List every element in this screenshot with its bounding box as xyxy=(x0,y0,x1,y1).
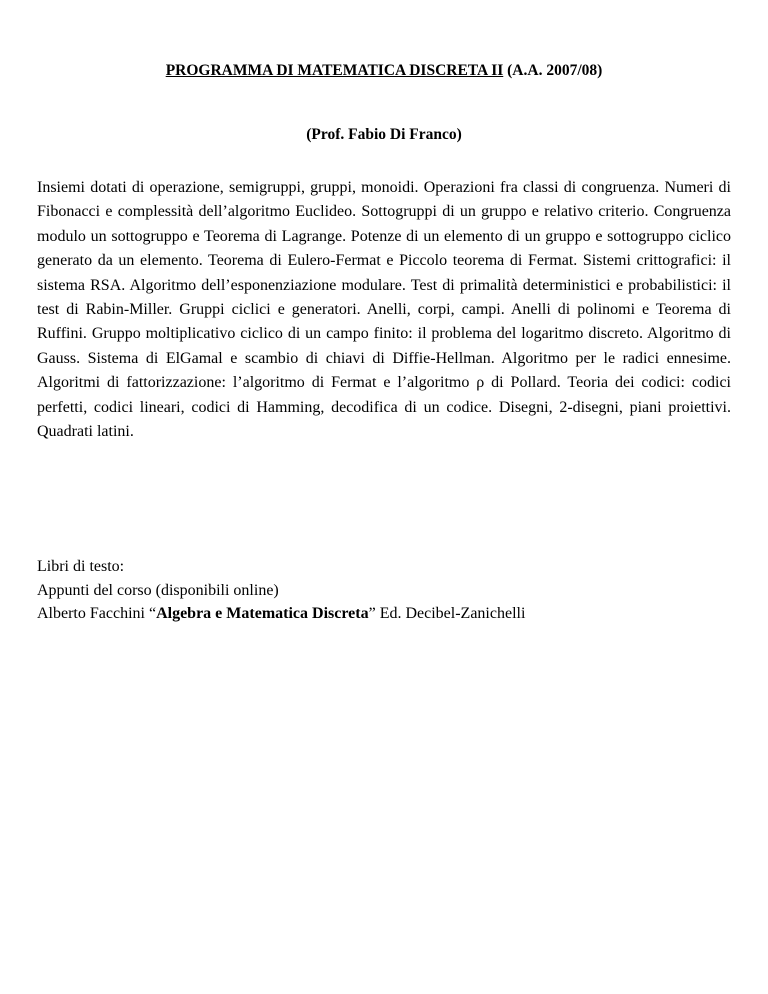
textbook-item: Appunti del corso (disponibili online) xyxy=(37,581,279,599)
professor-name: (Prof. Fabio Di Franco) xyxy=(306,126,462,143)
course-title: PROGRAMMA DI MATEMATICA DISCRETA II xyxy=(165,62,504,79)
academic-year: (A.A. 2007/08) xyxy=(503,62,603,79)
book-author: Alberto Facchini “ xyxy=(37,605,157,622)
syllabus-paragraph: Insiemi dotati di operazione, semigruppi, gruppi, monoidi. Operazioni fra classi di congruenza. Numeri di Fibonacci e complessità dell’algoritmo Euclideo. Sottogruppi di un gruppo e relativo criterio. Congruenza modulo un sottogruppo e Teorema di Lagrange. Potenze di un elemento di un gruppo e sottogruppo ciclico generato da un elemento. Teorema di Eulero-Fermat e Piccolo teorema di Fermat. Sistemi crittografici: il sistema RSA. Algoritmo dell’esponenziazione modulare. Test di primalità deterministici e probabilistici: il test di Rabin-Miller. Gruppi ciclici e generatori. Anelli, corpi, campi. Anelli di polinomi e Teorema di Ruffini. Gruppo moltiplicativo ciclico di un campo finito: il problema del logaritmo discreto. Algoritmo di Gauss. Sistema di ElGamal e scambio di chiavi di Diffie-Hellman. Algoritmo per le radici ennesime. Algoritmi di fattorizzazione: l’algoritmo di Fermat e l’algoritmo ρ di Pollard. Teoria dei codici: codici perfetti, codici lineari, codici di Hamming, decodifica di un codice. Disegni, 2-disegni, piani proiettivi. Quadrati latini. xyxy=(37,179,731,441)
book-publisher: ” Ed. Decibel-Zanichelli xyxy=(368,605,526,622)
textbook-item xyxy=(37,602,731,626)
book-title: Algebra e Matematica Discreta xyxy=(156,605,369,622)
textbooks-heading: Libri di testo: xyxy=(37,558,125,575)
textbooks-section xyxy=(37,555,731,626)
document-title xyxy=(0,61,768,81)
